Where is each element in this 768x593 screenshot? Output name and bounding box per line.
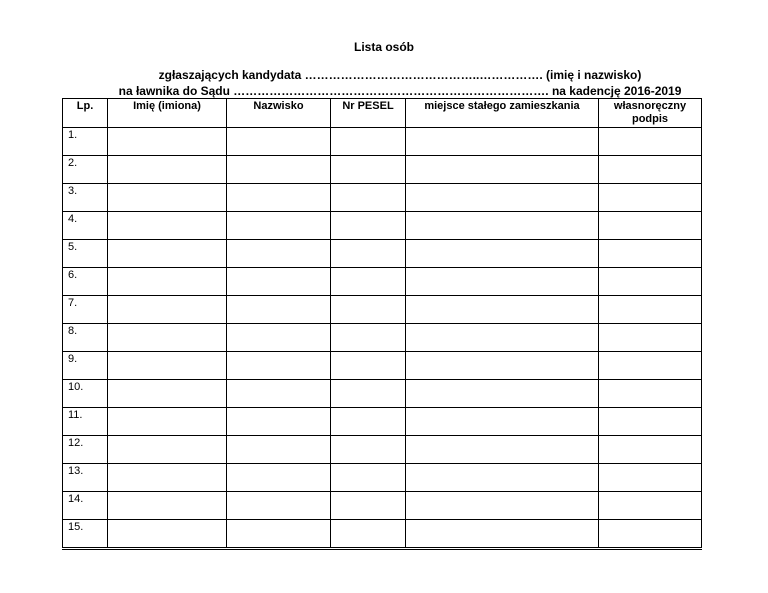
cell-pesel[interactable] [331,128,406,156]
cell-signature[interactable] [599,492,702,520]
cell-first-name[interactable] [108,352,227,380]
cell-first-name[interactable] [108,324,227,352]
cell-last-name[interactable] [227,492,331,520]
cell-first-name[interactable] [108,408,227,436]
cell-pesel[interactable] [331,184,406,212]
cell-first-name[interactable] [108,380,227,408]
table-row [63,296,702,324]
cell-last-name[interactable] [227,408,331,436]
cell-first-name[interactable] [108,128,227,156]
signature-list-table [62,98,702,550]
cell-signature[interactable] [599,464,702,492]
cell-signature[interactable] [599,520,702,549]
cell-address[interactable] [406,296,599,324]
cell-address[interactable] [406,492,599,520]
subtitle-court-term-line: na ławnika do Sądu ……………………………………………………………………. na kadencję 2016-2019 [118,84,682,98]
row-number: 3. [63,184,108,212]
cell-pesel[interactable] [331,492,406,520]
row-number: 7. [63,296,108,324]
document-title: Lista osób [353,40,414,54]
row-number: 11. [63,408,108,436]
cell-signature[interactable] [599,128,702,156]
table-row [63,464,702,492]
cell-address[interactable] [406,408,599,436]
header-signature: własnoręczny podpis [599,99,702,128]
cell-last-name[interactable] [227,436,331,464]
cell-first-name[interactable] [108,436,227,464]
cell-pesel[interactable] [331,212,406,240]
cell-signature[interactable] [599,156,702,184]
cell-signature[interactable] [599,380,702,408]
cell-first-name[interactable] [108,492,227,520]
cell-last-name[interactable] [227,184,331,212]
cell-first-name[interactable] [108,156,227,184]
cell-signature[interactable] [599,436,702,464]
cell-last-name[interactable] [227,380,331,408]
table-row [63,128,702,156]
cell-last-name[interactable] [227,324,331,352]
cell-first-name[interactable] [108,464,227,492]
subtitle-candidate-line: zgłaszających kandydata ……………………………………..……………. (imię i nazwisko) [158,68,642,82]
table-row [63,380,702,408]
cell-last-name[interactable] [227,296,331,324]
cell-address[interactable] [406,240,599,268]
cell-last-name[interactable] [227,240,331,268]
cell-pesel[interactable] [331,352,406,380]
cell-address[interactable] [406,212,599,240]
cell-last-name[interactable] [227,212,331,240]
cell-signature[interactable] [599,240,702,268]
row-number: 6. [63,268,108,296]
cell-last-name[interactable] [227,268,331,296]
table-row [63,436,702,464]
table-row [63,212,702,240]
cell-pesel[interactable] [331,520,406,549]
cell-last-name[interactable] [227,156,331,184]
cell-address[interactable] [406,380,599,408]
table-row [63,408,702,436]
row-number: 5. [63,240,108,268]
header-address: miejsce stałego zamieszkania [406,99,599,128]
cell-address[interactable] [406,184,599,212]
row-number: 12. [63,436,108,464]
cell-address[interactable] [406,128,599,156]
table-row [63,268,702,296]
header-lp: Lp. [63,99,108,128]
table-row [63,520,702,549]
cell-pesel[interactable] [331,156,406,184]
cell-address[interactable] [406,464,599,492]
cell-pesel[interactable] [331,380,406,408]
cell-address[interactable] [406,324,599,352]
row-number: 13. [63,464,108,492]
cell-first-name[interactable] [108,268,227,296]
row-number: 2. [63,156,108,184]
cell-address[interactable] [406,268,599,296]
cell-address[interactable] [406,156,599,184]
row-number: 4. [63,212,108,240]
cell-signature[interactable] [599,268,702,296]
cell-address[interactable] [406,520,599,549]
cell-address[interactable] [406,352,599,380]
row-number: 1. [63,128,108,156]
cell-signature[interactable] [599,324,702,352]
cell-pesel[interactable] [331,296,406,324]
cell-first-name[interactable] [108,184,227,212]
cell-signature[interactable] [599,352,702,380]
cell-pesel[interactable] [331,324,406,352]
cell-first-name[interactable] [108,240,227,268]
header-last-name: Nazwisko [227,99,331,128]
cell-last-name[interactable] [227,352,331,380]
cell-signature[interactable] [599,212,702,240]
cell-address[interactable] [406,436,599,464]
cell-signature[interactable] [599,408,702,436]
cell-last-name[interactable] [227,464,331,492]
row-number: 14. [63,492,108,520]
cell-pesel[interactable] [331,268,406,296]
table-row [63,352,702,380]
row-number: 9. [63,352,108,380]
table-row [63,324,702,352]
cell-first-name[interactable] [108,296,227,324]
header-pesel: Nr PESEL [331,99,406,128]
cell-pesel[interactable] [331,408,406,436]
row-number: 8. [63,324,108,352]
table-row [63,184,702,212]
table-row [63,492,702,520]
cell-signature[interactable] [599,184,702,212]
header-first-name: Imię (imiona) [108,99,227,128]
table-header-row [63,99,702,128]
row-number: 15. [63,520,108,549]
cell-last-name[interactable] [227,520,331,549]
cell-first-name[interactable] [108,212,227,240]
cell-pesel[interactable] [331,464,406,492]
cell-pesel[interactable] [331,240,406,268]
table-row [63,240,702,268]
cell-last-name[interactable] [227,128,331,156]
cell-first-name[interactable] [108,520,227,549]
table-row [63,156,702,184]
cell-signature[interactable] [599,296,702,324]
row-number: 10. [63,380,108,408]
cell-pesel[interactable] [331,436,406,464]
